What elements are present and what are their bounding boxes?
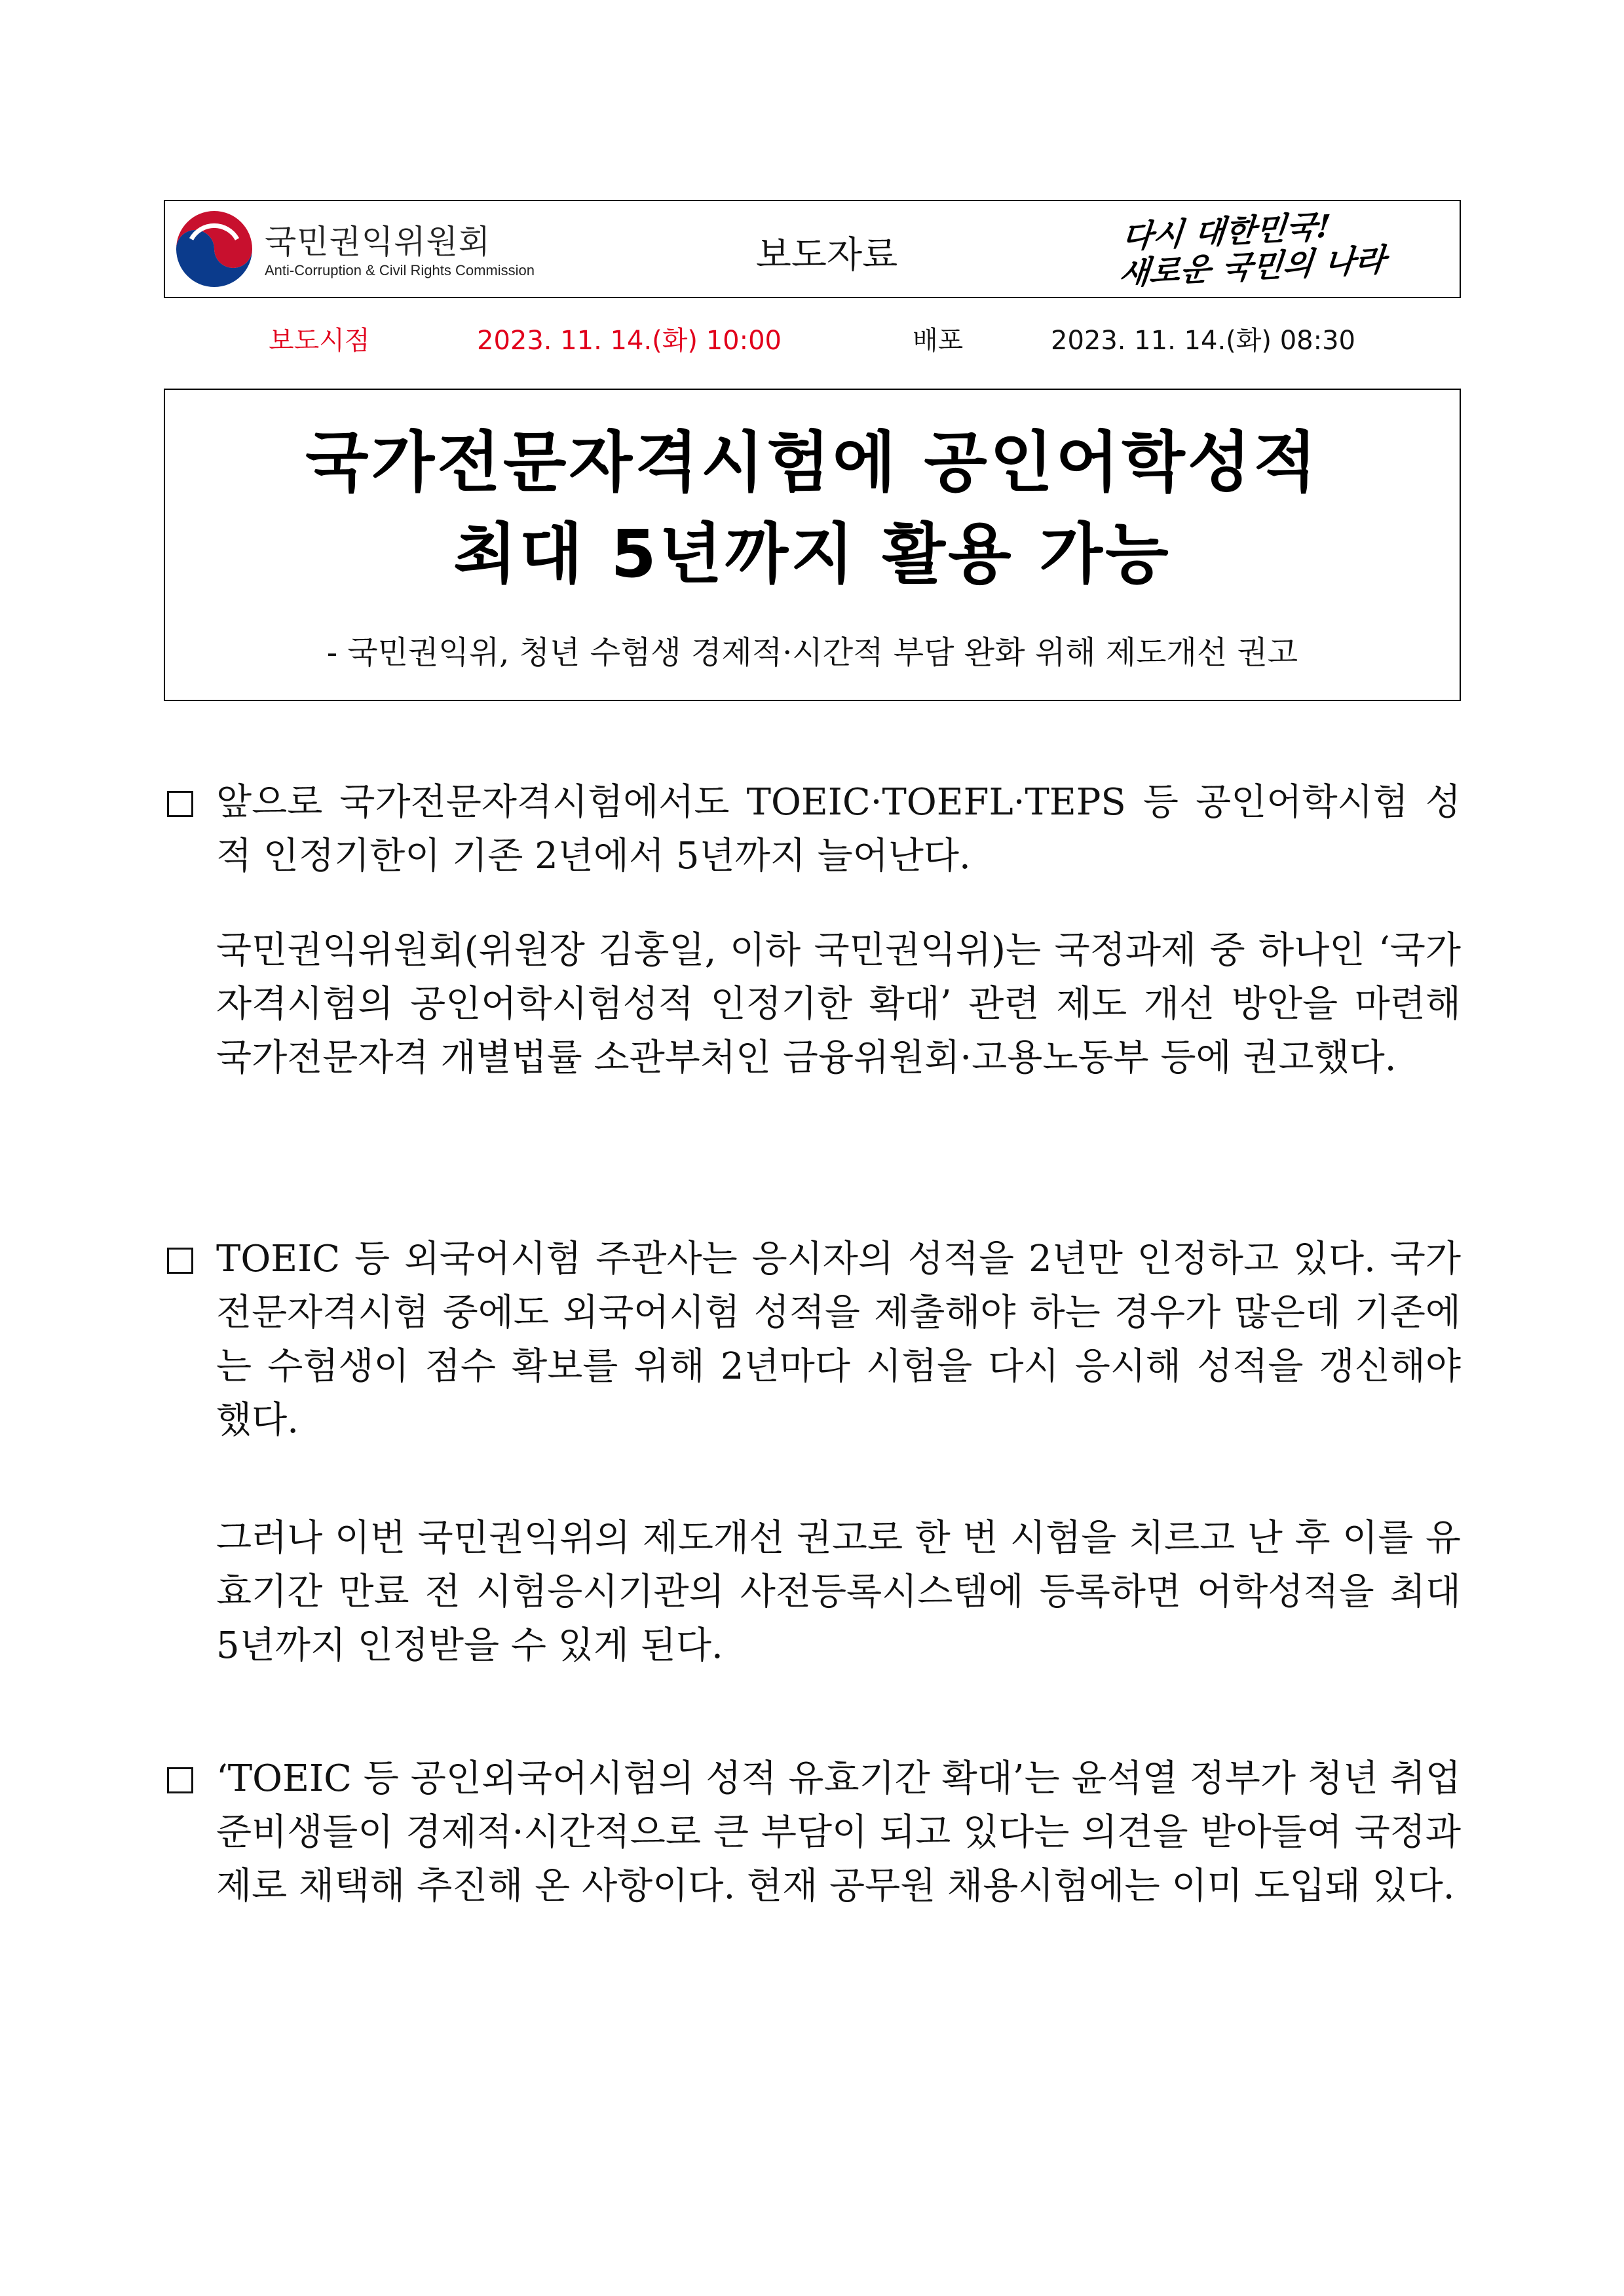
bullet-box-icon [167,791,193,817]
slogan [1118,202,1454,292]
bullet-box-icon [167,1248,193,1274]
embargo-value: 2023. 11. 14.(화) 10:00 [477,326,782,356]
distribution-value: 2023. 11. 14.(화) 08:30 [1051,326,1356,356]
headline-subtitle: - 국민권익위, 청년 수험생 경제적·시간적 부담 완화 위해 제도개선 권고 [326,634,1298,671]
document-type: 보도자료 [755,234,898,277]
body-paragraph-4: 그러나 이번 국민권익위의 제도개선 권고로 한 번 시험을 치르고 난 후 이를 유효기간 만료 전 시험응시기관의 사전등록시스템에 등록하면 어학성적을 최대 5년까지 인정받을 수 있게 된다. [216,1517,1461,1667]
body-paragraph-1: 앞으로 국가전문자격시험에서도 TOEIC·TOEFL·TEPS 등 공인어학시험 성적 인정기한이 기존 2년에서 5년까지 늘어난다. [216,781,1461,877]
body-paragraph-5: ‘TOEIC 등 공인외국어시험의 성적 유효기간 확대’는 윤석열 정부가 청년 취업준비생들이 경제적·시간적으로 큰 부담이 되고 있다는 의견을 받아들여 국정과제로 채택해 추진해 온 사항이다. 현재 공무원 채용시험에는 이미 도입돼 있다. [216,1757,1461,1907]
org-english-name: Anti-Corruption & Civil Rights Commission [265,262,535,278]
headline-box [164,389,1461,701]
headline-line-2: 최대 5년까지 활용 가능 [453,516,1171,592]
government-emblem-icon [172,206,257,292]
headline-line-1: 국가전문자격시험에 공인어학성적 [305,424,1319,501]
embargo-label: 보도시점 [269,326,370,356]
org-name: 국민권익위원회 [265,223,491,261]
bullet-box-icon [167,1767,193,1793]
body-paragraph-3: TOEIC 등 외국어시험 주관사는 응시자의 성적을 2년만 인정하고 있다. 국가전문자격시험 중에도 외국어시험 성적을 제출해야 하는 경우가 많은데 기존에는 수험생이 점수 확보를 위해 2년마다 시험을 다시 응시해 성적을 갱신해야 했다. [216,1238,1461,1442]
release-info-row [0,320,1624,359]
body-paragraph-2: 국민권익위원회(위원장 김홍일, 이하 국민권익위)는 국정과제 중 하나인 ‘국가자격시험의 공인어학시험성적 인정기한 확대’ 관련 제도 개선 방안을 마련해 국가전문자격 개별법률 소관부처인 금융위원회·고용노동부 등에 권고했다. [216,929,1461,1079]
slogan-line-1: 다시 대한민국! [1120,208,1332,256]
slogan-line-2: 새로운 국민의 나라 [1117,241,1388,293]
header-box [164,200,1461,298]
distribution-label: 배포 [913,326,964,356]
